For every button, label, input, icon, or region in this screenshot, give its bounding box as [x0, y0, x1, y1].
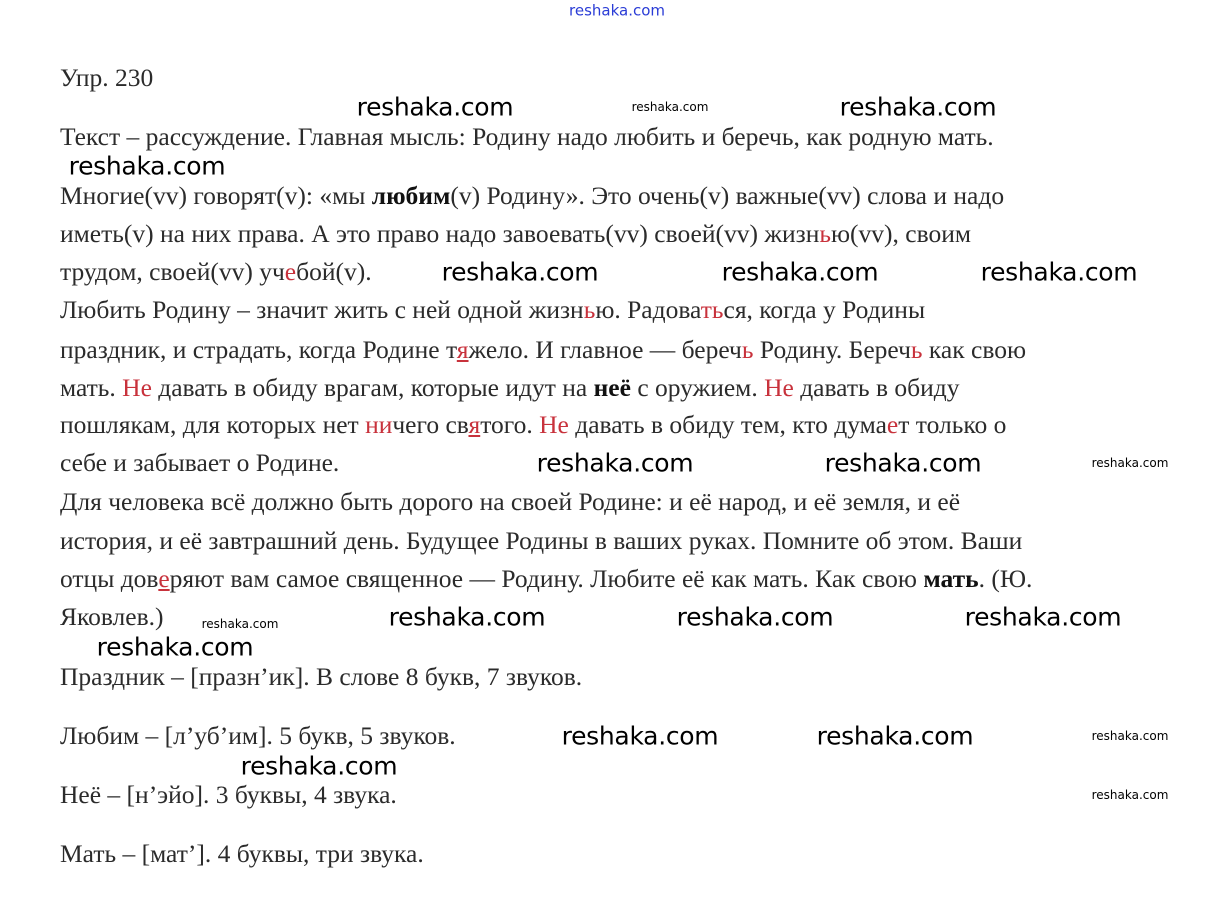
text-segment: того.	[480, 410, 540, 439]
text-line	[60, 63, 153, 93]
highlighted-letters: ь	[910, 335, 923, 364]
text-line	[60, 564, 1032, 594]
text-line	[60, 780, 397, 810]
text-segment: как свою	[922, 335, 1026, 364]
text-segment: история, и её завтрашний день. Будущее Родины в ваших руках. Помните об этом. Ваши	[60, 526, 1023, 555]
text-segment: давать в обиду тем, кто дума	[568, 410, 887, 439]
text-segment: ряют вам самое священное — Родину. Любите её как мать. Как свою	[169, 564, 924, 593]
text-segment: Праздник – [празн’ик]. В слове 8 букв, 7 звуков.	[60, 662, 583, 691]
text-line	[60, 122, 994, 152]
text-line	[60, 335, 1026, 365]
text-segment: Любить Родину – значит жить с ней одной жизн	[60, 295, 584, 324]
text-line	[60, 181, 1004, 211]
text-line	[60, 448, 339, 478]
bold-word: неё	[593, 373, 631, 402]
watermark: reshaka.com	[631, 100, 709, 114]
text-line	[60, 219, 971, 249]
highlighted-letters: ь	[819, 219, 831, 248]
highlighted-letters: е	[284, 257, 297, 286]
text-segment: Многие(vv) говорят(v): «мы	[60, 181, 372, 210]
watermark: reshaka.com	[96, 632, 254, 662]
watermark: reshaka.com	[1091, 788, 1169, 802]
text-segment: ся, когда у Родины	[723, 295, 926, 324]
text-segment: Яковлев.)	[60, 602, 164, 631]
watermark: reshaka.com	[561, 721, 719, 751]
text-segment: Для человека всё должно быть дорого на своей Родине: и её народ, и её земля, и её	[60, 487, 961, 516]
text-line	[60, 487, 960, 517]
text-segment: бой(v).	[296, 257, 372, 286]
text-segment: жело. И главное — береч	[468, 335, 742, 364]
text-segment: праздник, и страдать, когда Родине т	[60, 335, 457, 364]
text-segment: ю(vv), своим	[831, 219, 972, 248]
watermark: reshaka.com	[676, 602, 834, 632]
text-segment: . (Ю.	[978, 564, 1033, 593]
header-watermark-link[interactable]: reshaka.com	[569, 1, 665, 20]
text-line	[60, 602, 164, 632]
text-line	[60, 662, 582, 692]
highlighted-letters: я	[456, 335, 469, 364]
text-segment: Упр. 230	[60, 63, 154, 92]
text-line	[60, 721, 456, 751]
highlighted-letters: Не	[539, 410, 569, 439]
highlighted-letters: Не	[122, 373, 152, 402]
watermark: reshaka.com	[980, 257, 1138, 287]
text-segment: мать.	[60, 373, 123, 402]
text-segment: ю. Радова	[595, 295, 701, 324]
text-segment: чего св	[392, 410, 469, 439]
text-segment: Неё – [н’эйо]. 3 буквы, 4 звука.	[60, 780, 397, 809]
highlighted-letters: Не	[764, 373, 794, 402]
text-segment: Родину. Береч	[753, 335, 911, 364]
highlighted-letters: ть	[700, 295, 724, 324]
highlighted-letters: ь	[583, 295, 596, 324]
watermark: reshaka.com	[816, 721, 974, 751]
bold-word: любим	[371, 181, 451, 210]
text-segment: трудом, своей(vv) уч	[60, 257, 285, 286]
watermark: reshaka.com	[536, 448, 694, 478]
text-segment: Текст – рассуждение. Главная мысль: Родину надо любить и беречь, как родную мать.	[60, 122, 994, 151]
watermark: reshaka.com	[201, 617, 279, 631]
text-segment: давать в обиду	[793, 373, 960, 402]
text-line	[60, 373, 960, 403]
text-segment: т только о	[898, 410, 1007, 439]
text-segment: (v) Родину». Это очень(v) важные(vv) слова и надо	[450, 181, 1005, 210]
watermark: reshaka.com	[441, 257, 599, 287]
text-line	[60, 410, 1006, 440]
watermark: reshaka.com	[824, 448, 982, 478]
watermark: reshaka.com	[68, 151, 226, 181]
watermark: reshaka.com	[1091, 729, 1169, 743]
text-segment: отцы дов	[60, 564, 159, 593]
watermark: reshaka.com	[1091, 456, 1169, 470]
highlighted-letters: ь	[741, 335, 754, 364]
highlighted-letters: е	[158, 564, 170, 593]
text-line	[60, 257, 372, 287]
bold-word: мать	[923, 564, 979, 593]
highlighted-letters: я	[468, 410, 481, 439]
text-line	[60, 839, 424, 869]
watermark: reshaka.com	[356, 92, 514, 122]
watermark: reshaka.com	[388, 602, 546, 632]
text-segment: с оружием.	[630, 373, 765, 402]
watermark: reshaka.com	[964, 602, 1122, 632]
text-segment: иметь(v) на них права. А это право надо завоевать(vv) своей(vv) жизн	[60, 219, 820, 248]
text-line	[60, 295, 925, 325]
watermark: reshaka.com	[721, 257, 879, 287]
text-segment: давать в обиду врагам, которые идут на	[151, 373, 594, 402]
text-segment: Мать – [мат’]. 4 буквы, три звука.	[60, 839, 424, 868]
watermark: reshaka.com	[839, 92, 997, 122]
text-segment: Любим – [л’уб’им]. 5 букв, 5 звуков.	[60, 721, 456, 750]
text-segment: себе и забывает о Родине.	[60, 448, 340, 477]
text-line	[60, 526, 1022, 556]
watermark: reshaka.com	[240, 751, 398, 781]
highlighted-letters: е	[886, 410, 899, 439]
text-segment: пошлякам, для которых нет	[60, 410, 366, 439]
highlighted-letters: ни	[365, 410, 393, 439]
